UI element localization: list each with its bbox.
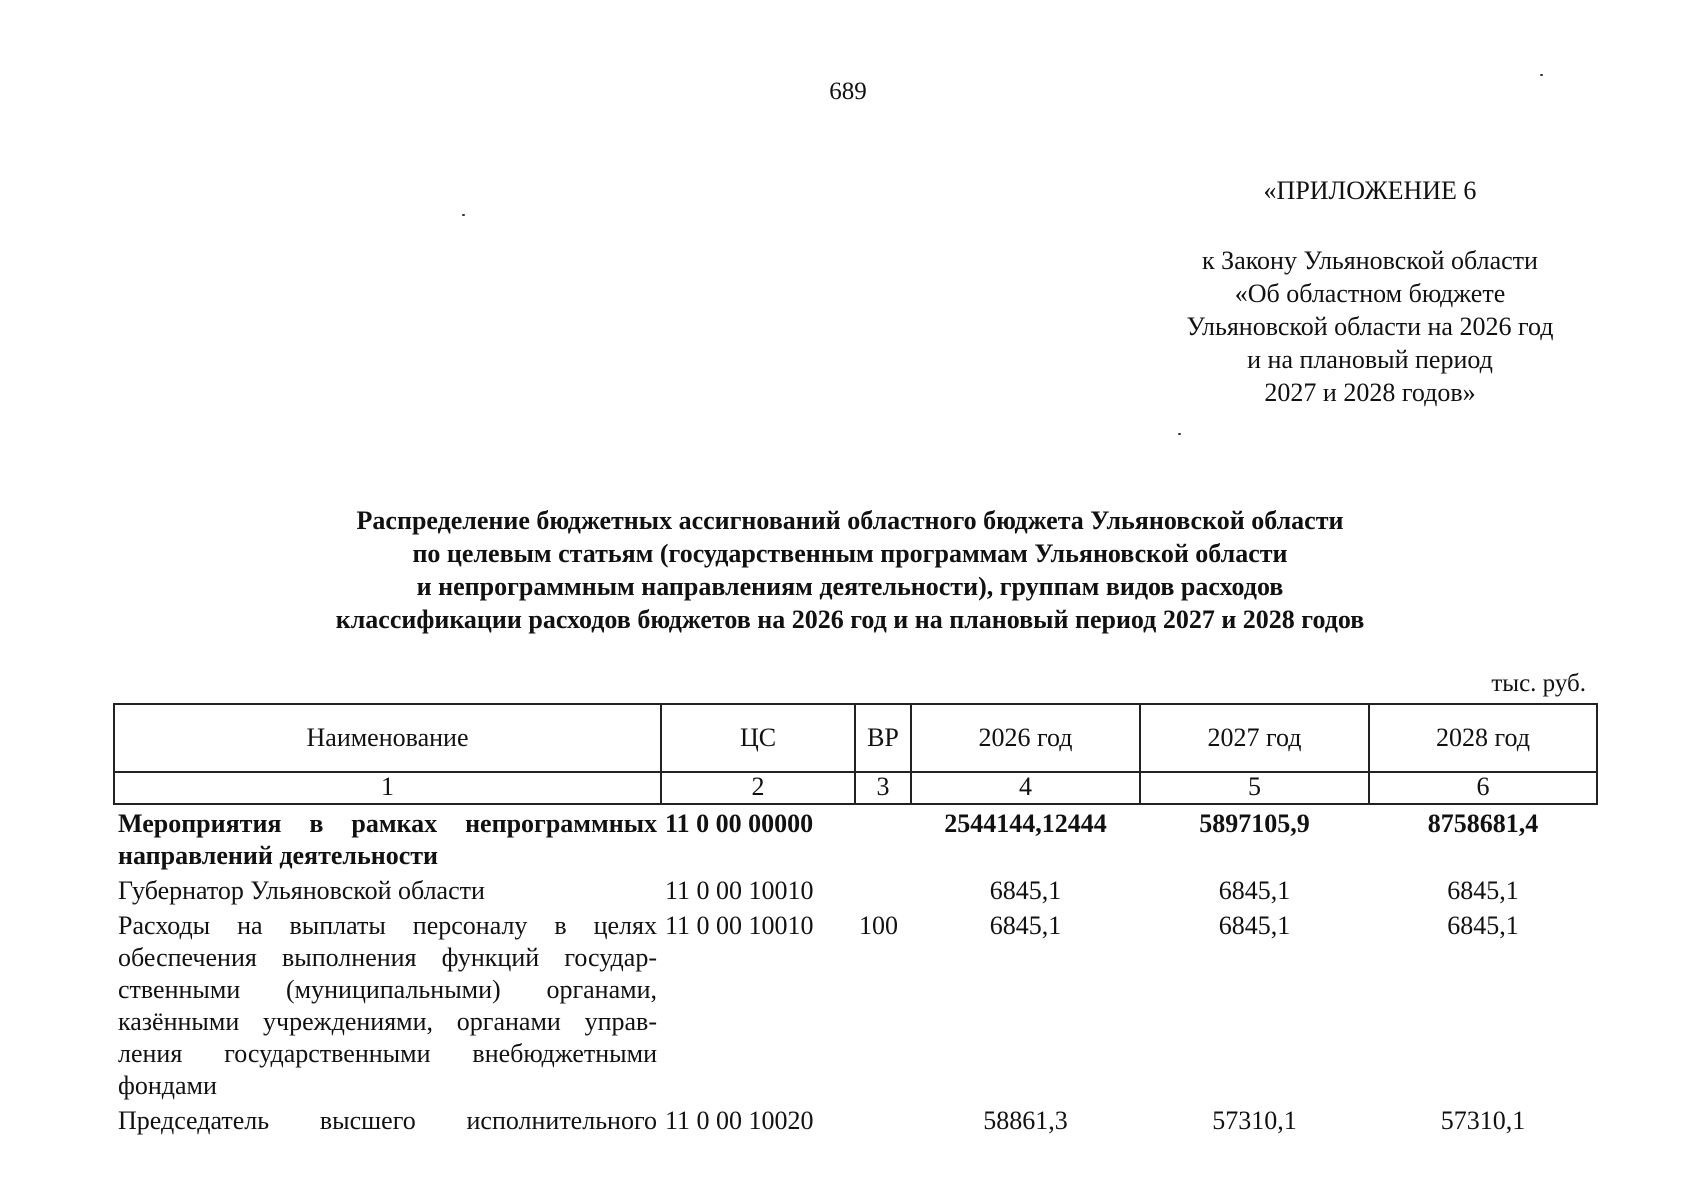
row-cs: 11 0 00 10020 [665,1106,814,1135]
row-cs: 11 0 00 10010 [665,876,814,905]
page-number: 689 [829,78,867,105]
law-ref-line: к Закону Ульяновской области [1202,246,1538,275]
law-reference [1150,244,1590,409]
header-row [114,704,1597,772]
column-number-row [114,772,1597,804]
table-row [114,804,1597,872]
row-name: Губернатор Ульяновской области [118,876,485,905]
row-name: Председатель высшего исполнительного [118,1106,657,1135]
header-2028: 2028 год [1369,704,1597,772]
scan-speck [462,214,465,216]
law-ref-line: 2027 и 2028 годов» [1264,378,1476,407]
column-number: 1 [114,772,661,804]
heading-line: по целевым статьям (государственным программам Ульяновской области [412,539,1288,568]
heading-line: Распределение бюджетных ассигнований областного бюджета Ульяновской области [356,506,1344,535]
column-number: 4 [911,772,1140,804]
scan-speck [1178,433,1181,435]
header-2027: 2027 год [1140,704,1369,772]
row-2027: 6845,1 [1218,911,1291,940]
row-vr [855,804,911,872]
column-number: 5 [1140,772,1369,804]
row-2027: 6845,1 [1218,876,1291,905]
row-2026: 2544144,12444 [944,809,1107,838]
row-vr: 100 [859,911,898,940]
heading-line: и непрограммным направлениям деятельности), группам видов расходов [416,572,1284,601]
appendix-title: «ПРИЛОЖЕНИЕ 6 [1263,176,1477,205]
header-2026: 2026 год [911,704,1140,772]
row-2026: 6845,1 [989,876,1062,905]
header-name: Наименование [114,704,661,772]
row-2026: 6845,1 [989,911,1062,940]
table-row [114,1102,1597,1137]
row-2028: 6845,1 [1447,876,1519,905]
document-heading [200,504,1500,636]
law-ref-line: и на плановый период [1247,345,1493,374]
row-2028: 57310,1 [1440,1106,1526,1135]
column-number: 2 [661,772,855,804]
units-label: тыс. руб. [1491,670,1586,697]
column-number: 6 [1369,772,1597,804]
row-2026: 58861,3 [983,1106,1068,1135]
budget-table [113,703,1598,1137]
header-cs: ЦС [661,704,855,772]
row-name: Мероприятия в рамках непрограммных направлений деятельности [118,809,657,870]
row-2028: 6845,1 [1447,911,1519,940]
law-ref-line: Ульяновской области на 2026 год [1186,312,1554,341]
row-cs: 11 0 00 00000 [665,809,814,838]
row-2028: 8758681,4 [1427,809,1539,838]
column-number: 3 [855,772,911,804]
row-cs: 11 0 00 10010 [665,911,814,940]
row-2027: 57310,1 [1212,1106,1297,1135]
row-name: Расходы на выплаты персоналу в целях обеспечения выполнения функций государственными (муниципальными) органами, казёнными учреждениями, органами управления государственными внебюджетными фондами [118,911,657,1100]
row-2027: 5897105,9 [1199,809,1310,838]
scan-speck [1540,74,1543,76]
row-vr [855,872,911,907]
table-row [114,872,1597,907]
row-vr [855,1102,911,1137]
table-row [114,907,1597,1102]
header-vr: ВР [855,704,911,772]
heading-line: классификации расходов бюджетов на 2026 год и на плановый период 2027 и 2028 годов [335,605,1365,634]
law-ref-line: «Об областном бюджете [1234,279,1506,308]
